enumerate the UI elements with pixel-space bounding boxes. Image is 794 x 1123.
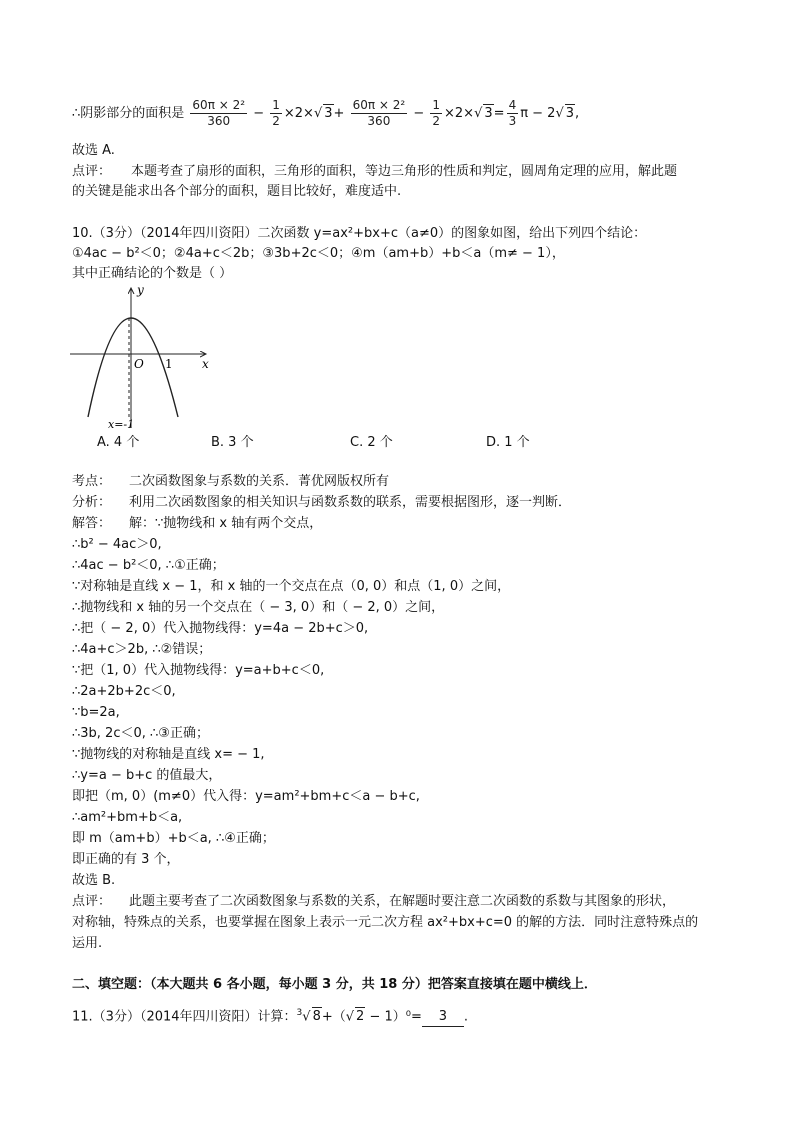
fenxi-line: 分析： 利用二次函数图象的相关知识与函数系数的联系，需要根据图形，逐一判断． [72, 495, 572, 510]
pingyu-line-1: 点评： 此题主要考查了二次函数图象与系数的关系，在解题时要注意二次函数的系数与其图象的形状， [72, 894, 676, 909]
option-b: B. 3 个 [211, 435, 254, 450]
solution-line: 即正确的有 3 个， [72, 852, 180, 867]
option-a: A. 4 个 [97, 435, 140, 450]
solution-line: 即把（m, 0）(m≠0）代入得：y=am²+bm+c＜a − b+c, [72, 789, 420, 804]
tick-one-label: 1 [165, 357, 173, 371]
x-axis-label: x [202, 357, 209, 371]
jieda-label: 解答： [72, 516, 112, 531]
solution-line: ∵把（1, 0）代入抛物线得：y=a+b+c＜0, [72, 663, 325, 678]
kaodian-label: 考点： [72, 474, 112, 489]
solution-line: 即 m（am+b）+b＜a, ∴④正确； [72, 831, 275, 846]
q10-stem-line-1: 10.（3分）（2014年四川资阳）二次函数 y=ax²+bx+c（a≠0）的图象如图，给出下列四个结论： [72, 226, 647, 241]
area-result-line: ∴阴影部分的面积是 $\frac{\text{60π × 2²}}{360}$ − $\frac{1}{2}$ ×2×√ 3+ $\frac{\text{60π × 2²}}{360}$ − $\frac{1}{2}$ ×2×√ 3= $\frac{4}{3}$ π − 2√ 3, [72, 98, 580, 128]
fraction-sector-1: $\frac{\text{60π × 2²}}{360}$ [192, 98, 246, 128]
answer-blank: 3 [422, 1008, 464, 1027]
solution-line: ∴am²+bm+b＜a, [72, 810, 183, 825]
comment-line-1: 点评： 本题考查了扇形的面积，三角形的面积，等边三角形的性质和判定，圆周角定理的应用，解此题 [72, 164, 678, 179]
kaodian-line: 考点： 二次函数图象与系数的关系．菁优网版权所有 [72, 474, 390, 489]
pingyu-line-3: 运用. [72, 936, 103, 951]
solution-line: ∴抛物线和 x 轴的另一个交点在（ − 3, 0）和（ − 2, 0）之间， [72, 600, 445, 615]
solution-line: ∴b² − 4ac＞0, [72, 537, 162, 552]
comment-line-2: 的关键是能求出各个部分的面积，题目比较好，难度适中. [72, 184, 402, 199]
fenxi-label: 分析： [72, 495, 112, 510]
sqrt-radicand: 2 [356, 1009, 365, 1025]
jieda-line: 解答： 解：∵抛物线和 x 轴有两个交点， [72, 516, 323, 531]
solution-line: ∵对称轴是直线 x − 1，和 x 轴的一个交点在点（0, 0）和点（1, 0）之间， [72, 579, 511, 594]
pingyu-label: 点评： [72, 894, 112, 909]
option-d: D. 1 个 [486, 435, 530, 450]
fraction-sector-2: $\frac{\text{60π × 2²}}{360}$ [352, 98, 406, 128]
q11-line: 11.（3分）（2014年四川资阳）计算：$^3$√ 8+（√ 2 − 1）⁰= 3 . [72, 1004, 468, 1027]
fraction-half-1: $\frac{1}{2}$ [272, 98, 280, 128]
solution-line: ∴4ac − b²＜0, ∴①正确； [72, 558, 225, 573]
q10-stem-line-3: 其中正确结论的个数是（ ） [72, 266, 233, 281]
origin-label: O [134, 357, 144, 371]
solution-line: ∵抛物线的对称轴是直线 x= − 1, [72, 747, 265, 762]
q10-stem-line-2: ①4ac − b²＜0；②4a+c＜2b；③3b+2c＜0；④m（am+b）+b＜a（m≠ − 1）， [72, 246, 565, 261]
solution-line: ∵b=2a, [72, 705, 120, 720]
choose-answer: 故选 A. [72, 143, 115, 158]
pingyu-line-2: 对称轴，特殊点的关系，也要掌握在图象上表示一元二次方程 ax²+bx+c=0 的解的方法．同时注意特殊点的 [72, 915, 699, 930]
solution-line: ∴y=a − b+c 的值最大， [72, 768, 222, 783]
cube-root-radicand: 8 [312, 1009, 321, 1025]
solution-line: ∴把（ − 2, 0）代入抛物线得：y=4a − 2b+c＞0, [72, 621, 369, 636]
parabola-graph [66, 282, 216, 432]
solution-line: ∴4a+c＞2b, ∴②错误； [72, 642, 212, 657]
section-heading: 二、填空题：（本大题共 6 各小题，每小题 3 分，共 18 分）把答案直接填在题中横线上． [72, 977, 597, 992]
fraction-half-2: $\frac{1}{2}$ [432, 98, 441, 128]
area-prefix: ∴阴影部分的面积是 [72, 106, 185, 121]
cube-root-index: 3 [296, 1008, 303, 1018]
option-c: C. 2 个 [350, 435, 393, 450]
solution-line: 故选 B. [72, 873, 116, 888]
fraction-four-thirds: $\frac{4}{3}$ [508, 98, 517, 128]
symmetry-label: x=-1 [108, 418, 135, 431]
solution-line: ∴2a+2b+2c＜0, [72, 684, 176, 699]
solution-line: ∴3b, 2c＜0, ∴③正确； [72, 726, 209, 741]
y-axis-label: y [137, 283, 144, 297]
comment-label: 点评： [72, 164, 112, 179]
